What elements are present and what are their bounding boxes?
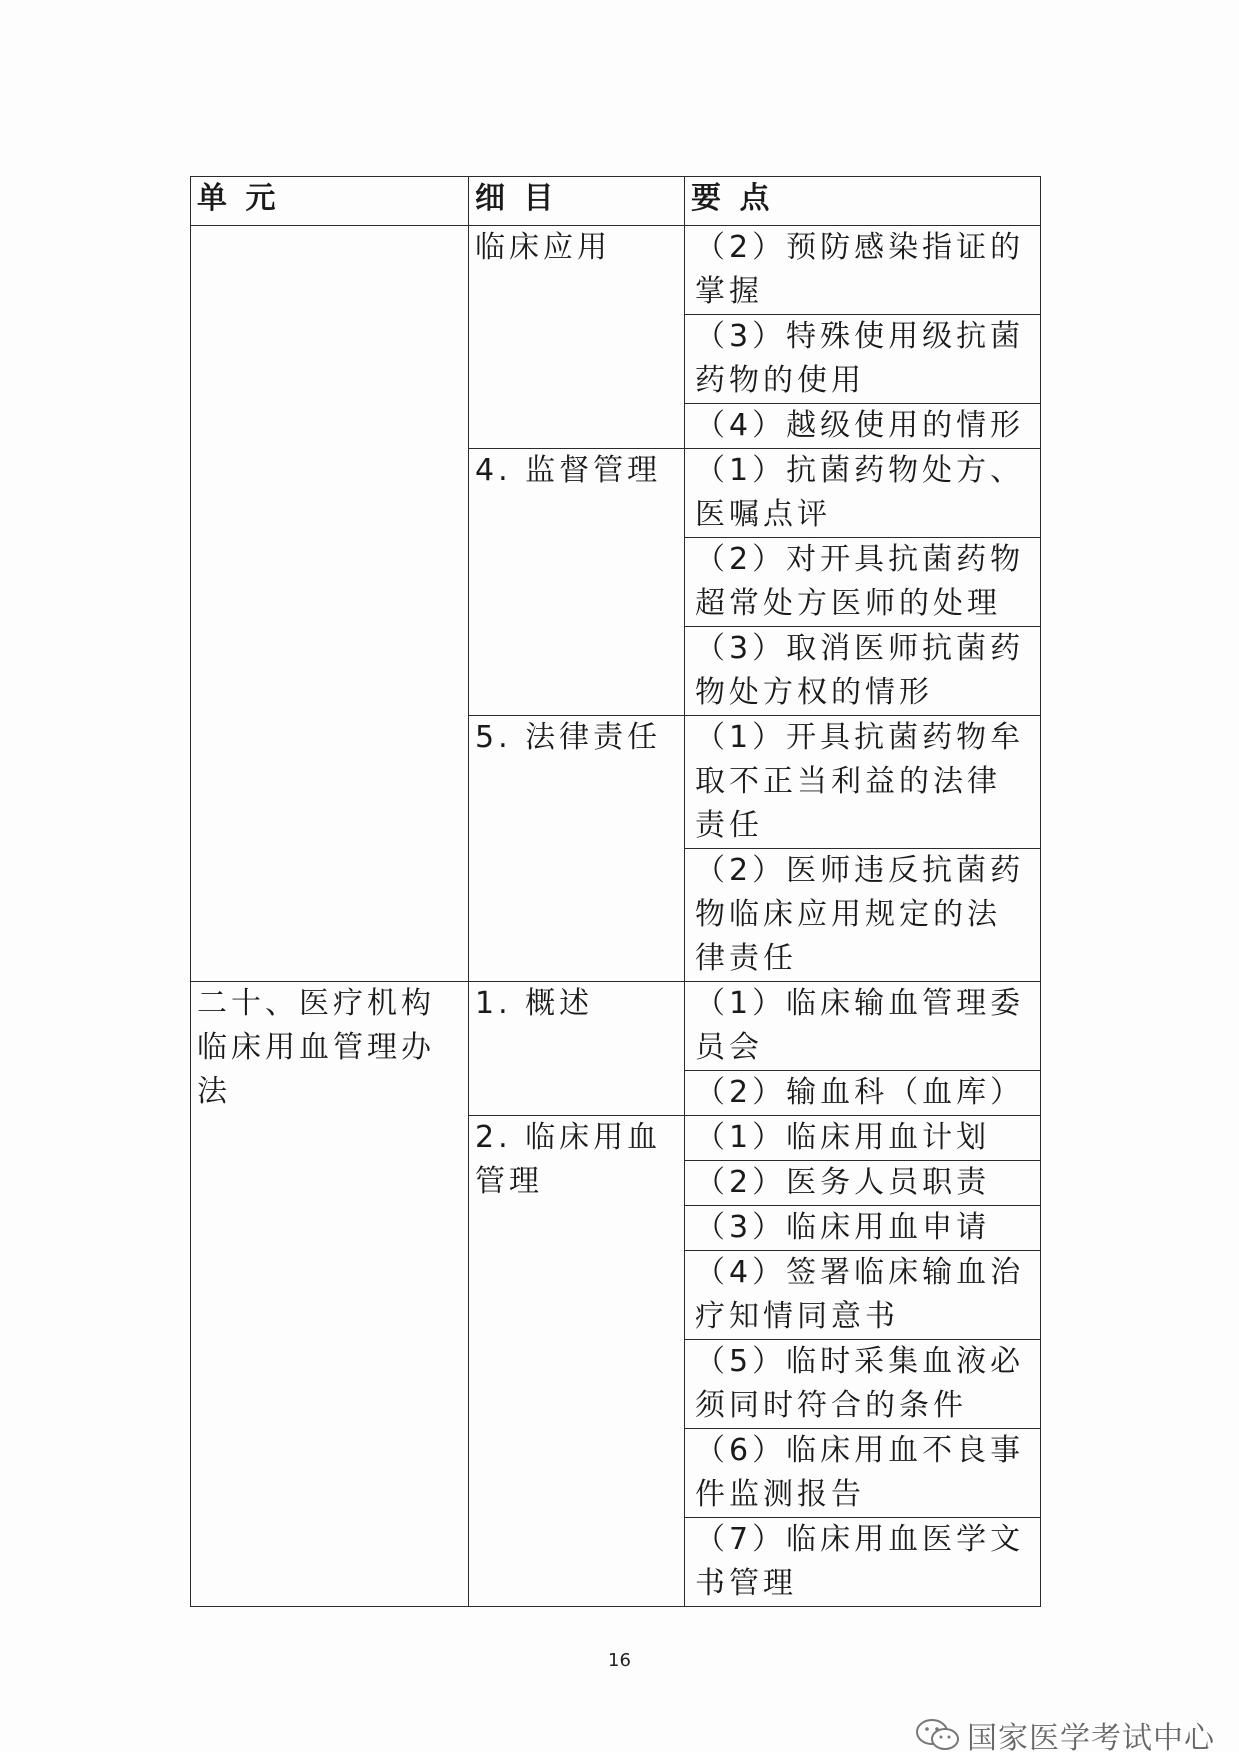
table-row xyxy=(191,982,1041,1071)
keypoint-cell: （2）预防感染指证的掌握 xyxy=(685,226,1041,315)
keypoint-cell: （4）越级使用的情形 xyxy=(685,404,1041,449)
keypoint-cell: （2）对开具抗菌药物超常处方医师的处理 xyxy=(685,538,1041,627)
keypoint-cell: （7）临床用血医学文书管理 xyxy=(685,1518,1041,1607)
keypoint-cell: （1）开具抗菌药物牟取不正当利益的法律责任 xyxy=(685,716,1041,849)
subitem-cell: 4. 监督管理 xyxy=(469,449,685,716)
subitem-cell: 临床应用 xyxy=(469,226,685,449)
header-unit: 单 元 xyxy=(191,177,469,226)
keypoint-cell: （2）输血科（血库） xyxy=(685,1071,1041,1116)
subitem-cell: 5. 法律责任 xyxy=(469,716,685,982)
unit-cell xyxy=(191,226,469,982)
watermark xyxy=(915,1718,1215,1756)
header-subitem: 细 目 xyxy=(469,177,685,226)
keypoint-cell: （2）医师违反抗菌药物临床应用规定的法律责任 xyxy=(685,849,1041,982)
keypoint-cell: （1）临床用血计划 xyxy=(685,1116,1041,1161)
subitem-cell: 1. 概述 xyxy=(469,982,685,1116)
keypoint-cell: （3）特殊使用级抗菌药物的使用 xyxy=(685,315,1041,404)
keypoint-cell: （3）临床用血申请 xyxy=(685,1206,1041,1251)
header-keypoint: 要 点 xyxy=(685,177,1041,226)
page-number: 16 xyxy=(608,1650,631,1671)
unit-cell: 二十、医疗机构临床用血管理办法 xyxy=(191,982,469,1607)
syllabus-table xyxy=(190,176,1041,1607)
subitem-cell: 2. 临床用血管理 xyxy=(469,1116,685,1607)
table-row xyxy=(191,226,1041,315)
keypoint-cell: （6）临床用血不良事件监测报告 xyxy=(685,1429,1041,1518)
watermark-text: 国家医学考试中心 xyxy=(967,1721,1215,1756)
keypoint-cell: （1）临床输血管理委员会 xyxy=(685,982,1041,1071)
wechat-icon xyxy=(915,1718,961,1752)
keypoint-cell: （1）抗菌药物处方、医嘱点评 xyxy=(685,449,1041,538)
keypoint-cell: （3）取消医师抗菌药物处方权的情形 xyxy=(685,627,1041,716)
keypoint-cell: （4）签署临床输血治疗知情同意书 xyxy=(685,1251,1041,1340)
table-header-row xyxy=(191,177,1041,226)
keypoint-cell: （2）医务人员职责 xyxy=(685,1161,1041,1206)
keypoint-cell: （5）临时采集血液必须同时符合的条件 xyxy=(685,1340,1041,1429)
